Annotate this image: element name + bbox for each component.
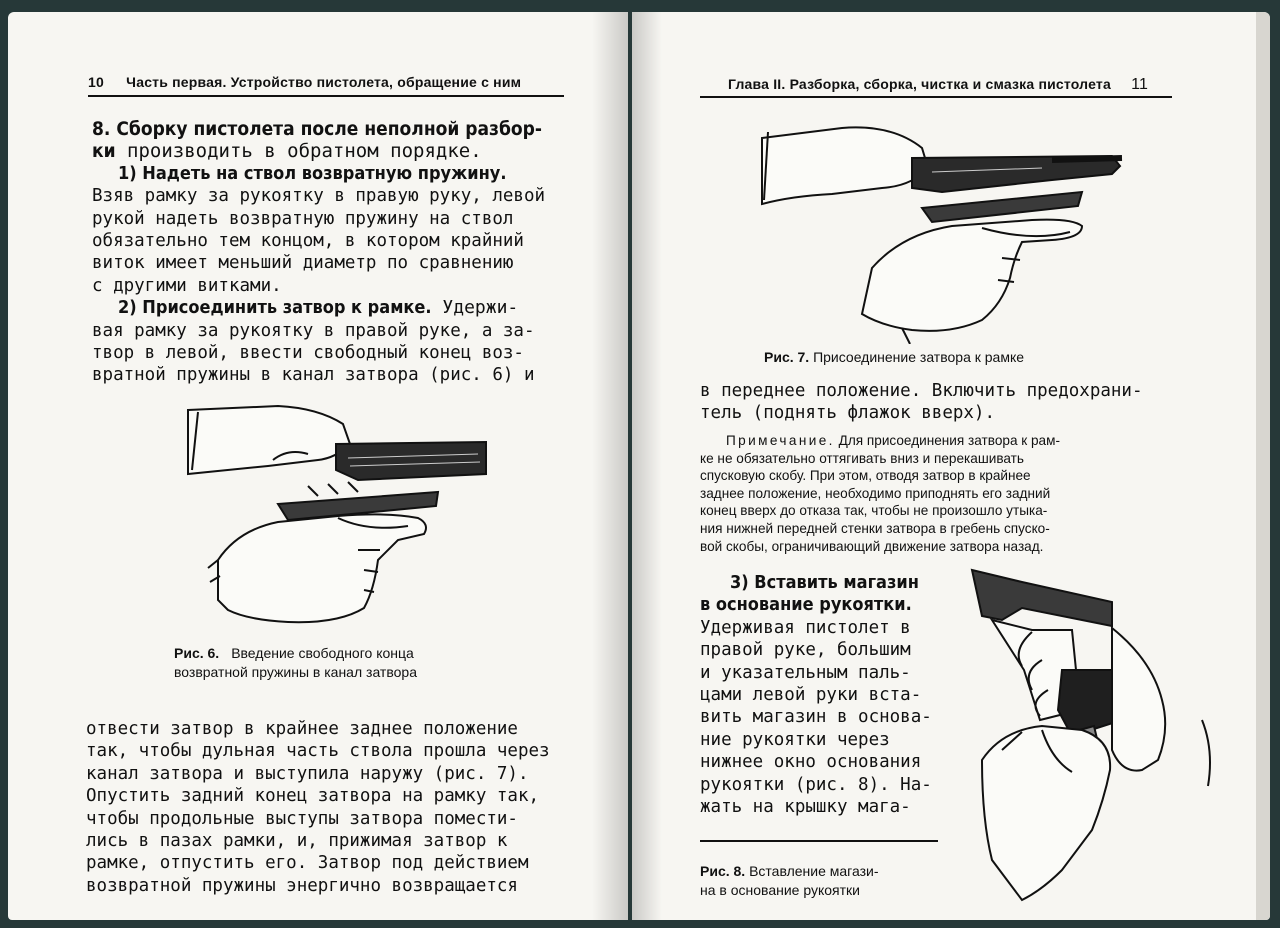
section-title-line-2 (92, 140, 545, 162)
fig6-caption-line-1 (174, 644, 417, 663)
left-running-head: Часть первая. Устройство пистолета, обращение с ним (126, 74, 522, 90)
note-first-rest: Для присоединения затвора к рам- (834, 433, 1060, 448)
step3-title-line-2 (700, 594, 932, 616)
step3-line-3: и указательным паль- (700, 662, 911, 683)
fig8-caption-line-2: на в основание рукоятки (700, 882, 860, 898)
section-title-cont: ки (92, 140, 116, 163)
cont-line-1: в переднее положение. Включить предохрани- (700, 381, 1143, 401)
step2-line-2: твор в левой, ввести свободный конец воз- (92, 343, 524, 364)
step3-line-4: цами левой руки вста- (700, 685, 922, 706)
right-running-head: Глава II. Разборка, сборка, чистка и смазка пистолета (728, 76, 1111, 92)
right-page-header (728, 76, 1148, 94)
step3-line-1: Удерживая пистолет в (700, 617, 911, 638)
step3-title-1: 3) Вставить магазин (730, 572, 919, 593)
bottom-line-6: лись в пазах рамки, и, прижимая затвор к (86, 831, 508, 852)
note-label: Примечание. (726, 433, 835, 448)
step3-line-2: правой руке, большим (700, 640, 911, 661)
left-header-rule (88, 95, 564, 97)
bottom-line-1: отвести затвор в крайнее заднее положение (86, 719, 518, 739)
bottom-line-3: канал затвора и выступила наружу (рис. 7). (86, 763, 529, 784)
step1-line-4: виток имеет меньший диаметр по сравнению (92, 253, 514, 274)
section-title: 8. Сборку пистолета после неполной разбор- (92, 118, 543, 140)
bottom-line-7: рамке, отпустить его. Затвор под действием (86, 853, 529, 874)
fig7-label: Рис. 7. (764, 349, 810, 365)
step3-block (700, 572, 932, 818)
step1-line-5: с другими витками. (92, 275, 282, 296)
right-page-number: 11 (1131, 76, 1149, 93)
bottom-line-5: чтобы продольные выступы затвора помести- (86, 808, 518, 829)
section-title-rest: производить в обратном порядке. (115, 140, 482, 163)
step2-title-line (92, 297, 545, 319)
fig7-caption (764, 348, 1024, 367)
step3-title-2: в основание рукоятки. (700, 594, 912, 616)
fig6-illustration (168, 400, 498, 632)
note-line-3: спусковую скобу. При этом, отводя затвор в крайнее (700, 468, 1031, 484)
left-page-header (88, 74, 521, 90)
step1-line-3: обязательно тем концом, в котором крайний (92, 231, 524, 252)
fig7-caption-text: Присоединение затвора к рамке (813, 349, 1025, 365)
step3-line-8: рукоятки (рис. 8). На- (700, 774, 932, 795)
fig6-caption-text-1: Введение свободного конца (231, 645, 414, 661)
note-line-2: ке не обязательно оттягивать вниз и перекашивать (700, 450, 1024, 466)
step3-line-6: ние рукоятки через (700, 729, 890, 750)
fig6-caption-line-2: возвратной пружины в канал затвора (174, 664, 417, 680)
fig8-rule (700, 840, 938, 842)
step3-line-9: жать на крышку мага- (700, 797, 911, 818)
step2-title: 2) Присоединить затвор к рамке. (118, 297, 432, 319)
step2-line-3: вратной пружины в канал затвора (рис. 6) и (92, 365, 535, 386)
step2-line-1: вая рамку за рукоятку в правой руке, а за- (92, 320, 535, 341)
right-page-edge (1256, 12, 1270, 920)
note-line-4: заднее положение, необходимо приподнять его задний (700, 485, 1051, 501)
step2-title-rest: Удержи- (431, 297, 519, 319)
fig8-caption-text-1: Вставление магази- (749, 863, 879, 879)
step3-line-5: вить магазин в основа- (700, 707, 932, 728)
fig8-label: Рис. 8. (700, 863, 746, 879)
note-line-1 (700, 432, 1060, 450)
left-text-top (92, 118, 545, 387)
section-title-line (92, 118, 545, 140)
note-line-6: ния нижней передней стенки затвора в гребень спуско- (700, 520, 1050, 536)
fig8-illustration (962, 560, 1232, 908)
left-text-bottom (86, 718, 550, 897)
step1-title-line (92, 163, 545, 185)
bottom-line-4: Опустить задний конец затвора на рамку так, (86, 786, 540, 807)
step1-title: 1) Надеть на ствол возвратную пружину. (118, 162, 507, 184)
fig7-illustration (752, 108, 1132, 344)
fig6-label: Рис. 6. (174, 645, 220, 661)
fig8-caption (700, 862, 879, 900)
cont-line-2: тель (поднять флажок вверх). (700, 403, 996, 424)
left-page (8, 12, 628, 920)
step3-title-line-1 (700, 572, 932, 594)
note-line-5: конец вверх до отказа так, чтобы не произошло утыка- (700, 503, 1048, 519)
left-page-number: 10 (88, 74, 104, 90)
bottom-line-8: возвратной пружины энергично возвращается (86, 875, 518, 896)
step1-line-1: Взяв рамку за рукоятку в правую руку, левой (92, 186, 546, 207)
right-page (632, 12, 1270, 920)
right-text-continuation (700, 380, 1143, 425)
note-block (700, 432, 1060, 555)
fig6-caption (174, 644, 417, 682)
note-line-7: вой скобы, ограничивающий движение затвора назад. (700, 538, 1044, 554)
right-gutter-shadow (632, 12, 662, 920)
step1-line-2: рукой надеть возвратную пружину на ствол (92, 208, 514, 229)
left-gutter-shadow (592, 12, 628, 920)
fig8-caption-line-1 (700, 862, 879, 881)
bottom-line-2: так, чтобы дульная часть ствола прошла через (86, 741, 550, 762)
right-header-rule (700, 96, 1172, 98)
step3-line-7: нижнее окно основания (700, 752, 922, 773)
